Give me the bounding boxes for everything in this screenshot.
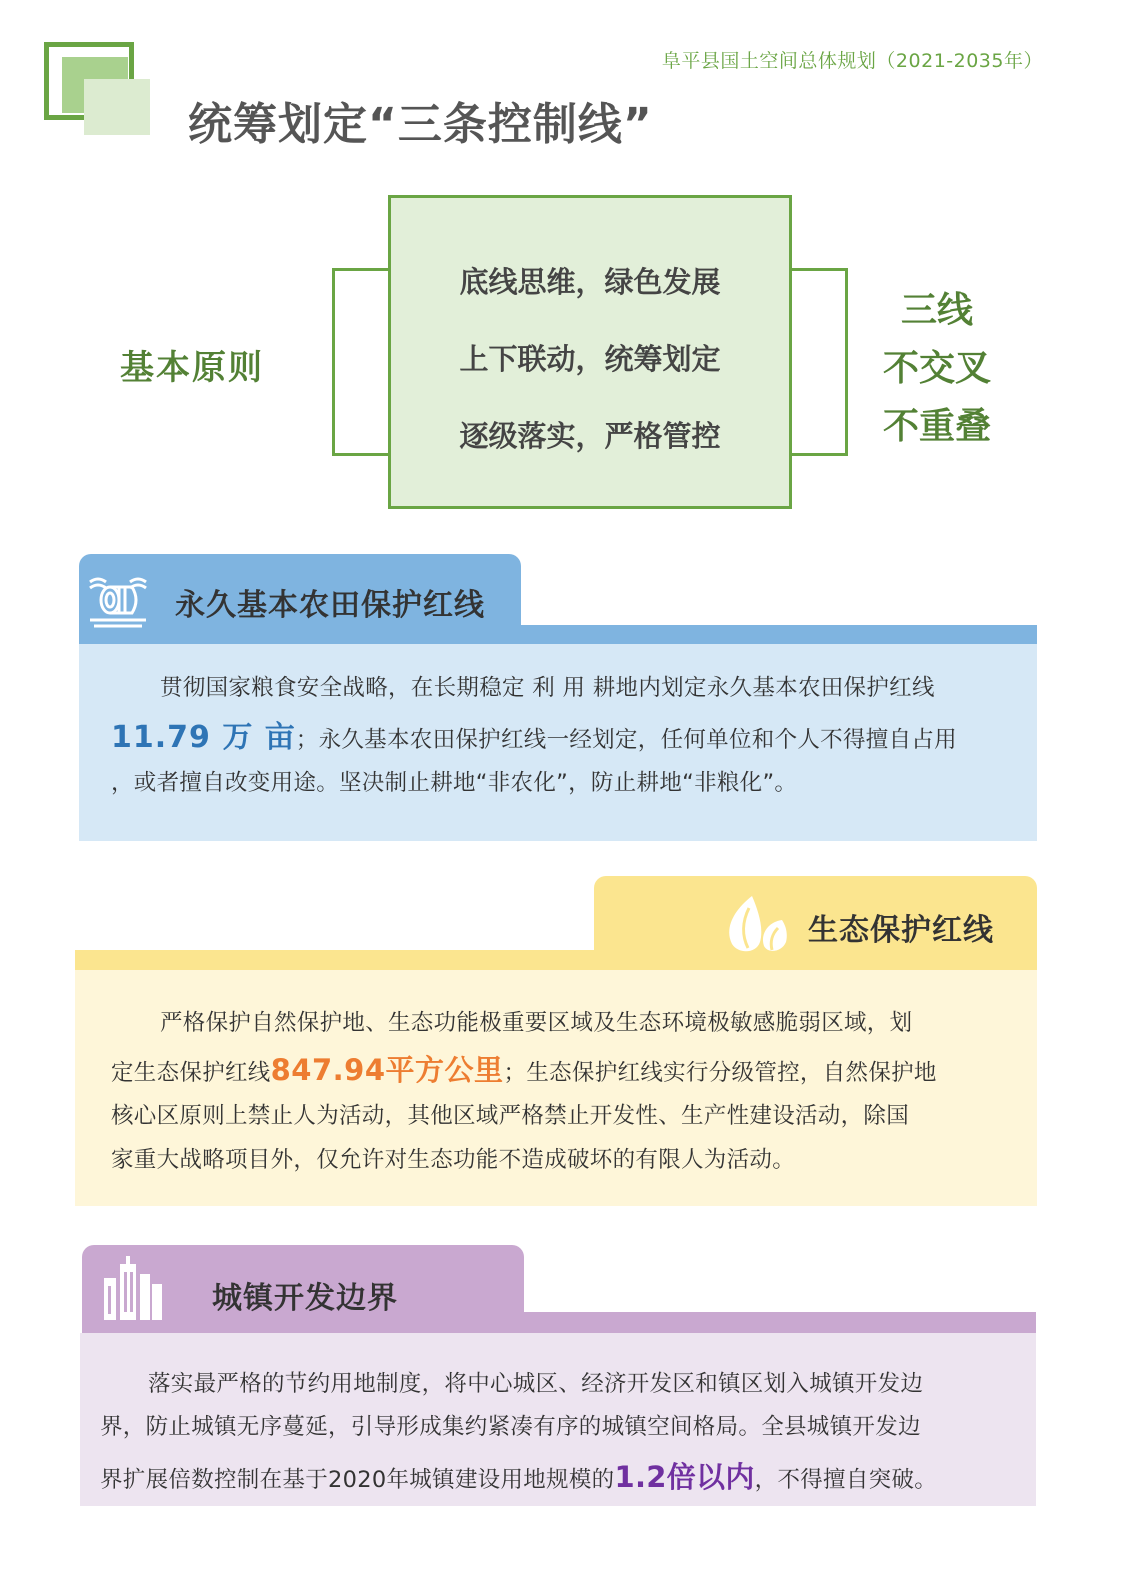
ecology-text-line-1: 严格保护自然保护地、生态功能极重要区域及生态环境极敏感脆弱区域，划 <box>160 1010 913 1036</box>
slogan-line-1: 三线 <box>900 290 973 331</box>
logo-square-light <box>84 79 150 135</box>
ecology-text-line-2-pre: 定生态保护红线 <box>111 1060 271 1086</box>
principles-box <box>388 195 792 509</box>
page-heading: 统筹划定“三条控制线” <box>188 99 653 150</box>
urban-text-line-3-pre: 界扩展倍数控制在基于2020年城镇建设用地规模的 <box>100 1467 615 1493</box>
principles-label: 基本原则 <box>120 348 264 388</box>
ecology-text-line-2-post: ；生态保护红线实行分级管控，自然保护地 <box>503 1060 937 1086</box>
farmland-text-line-2 <box>111 712 957 756</box>
ecology-area-highlight: 847.94平方公里 <box>270 1053 504 1087</box>
principle-item-2: 上下联动，统筹划定 <box>459 342 721 376</box>
farmland-header-bar <box>79 625 1037 644</box>
ecology-text-line-4: 家重大战略项目外，仅允许对生态功能不造成破坏的有限人为活动。 <box>111 1147 796 1173</box>
principle-item-3: 逐级落实，严格管控 <box>459 419 721 453</box>
urban-text-line-2: 界，防止城镇无序蔓延，引导形成集约紧凑有序的城镇空间格局。全县城镇开发边 <box>100 1414 921 1440</box>
urban-text-line-1: 落实最严格的节约用地制度，将中心城区、经济开发区和镇区划入城镇开发边 <box>148 1371 924 1397</box>
slogan-line-2: 不交叉 <box>882 348 991 389</box>
farmland-text-line-1: 贯彻国家粮食安全战略，在长期稳定 利 用 耕地内划定永久基本农田保护红线 <box>160 675 935 701</box>
urban-title: 城镇开发边界 <box>212 1281 398 1316</box>
slogan-line-3: 不重叠 <box>882 406 991 447</box>
ecology-header-bar <box>75 950 1037 970</box>
document-title: 阜平县国土空间总体规划（2021-2035年） <box>661 50 1043 72</box>
farmland-icon <box>86 566 150 630</box>
leaf-icon <box>722 892 792 956</box>
ecology-text-line-3: 核心区原则上禁止人为活动，其他区域严格禁止开发性、生产性建设活动，除国 <box>111 1103 910 1129</box>
urban-ratio-highlight: 1.2倍以内 <box>614 1460 755 1494</box>
right-bracket <box>790 268 848 456</box>
ecology-title: 生态保护红线 <box>808 913 994 948</box>
farmland-text-line-3: ，或者擅自改变用途。坚决制止耕地“非农化”，防止耕地“非粮化”。 <box>111 770 798 796</box>
farmland-area-highlight: 11.79 万 亩 <box>111 720 296 755</box>
three-lines-slogan <box>862 282 1012 456</box>
principle-item-1: 底线思维，绿色发展 <box>459 265 721 299</box>
ecology-text-line-2 <box>111 1048 937 1089</box>
urban-text-line-3 <box>100 1455 937 1496</box>
farmland-text-line-2-rest: ；永久基本农田保护红线一经划定，任何单位和个人不得擅自占用 <box>295 727 957 753</box>
farmland-title: 永久基本农田保护红线 <box>175 588 485 623</box>
urban-text-line-3-post: ，不得擅自突破。 <box>754 1467 938 1493</box>
left-bracket <box>332 268 390 456</box>
building-icon <box>100 1256 166 1322</box>
